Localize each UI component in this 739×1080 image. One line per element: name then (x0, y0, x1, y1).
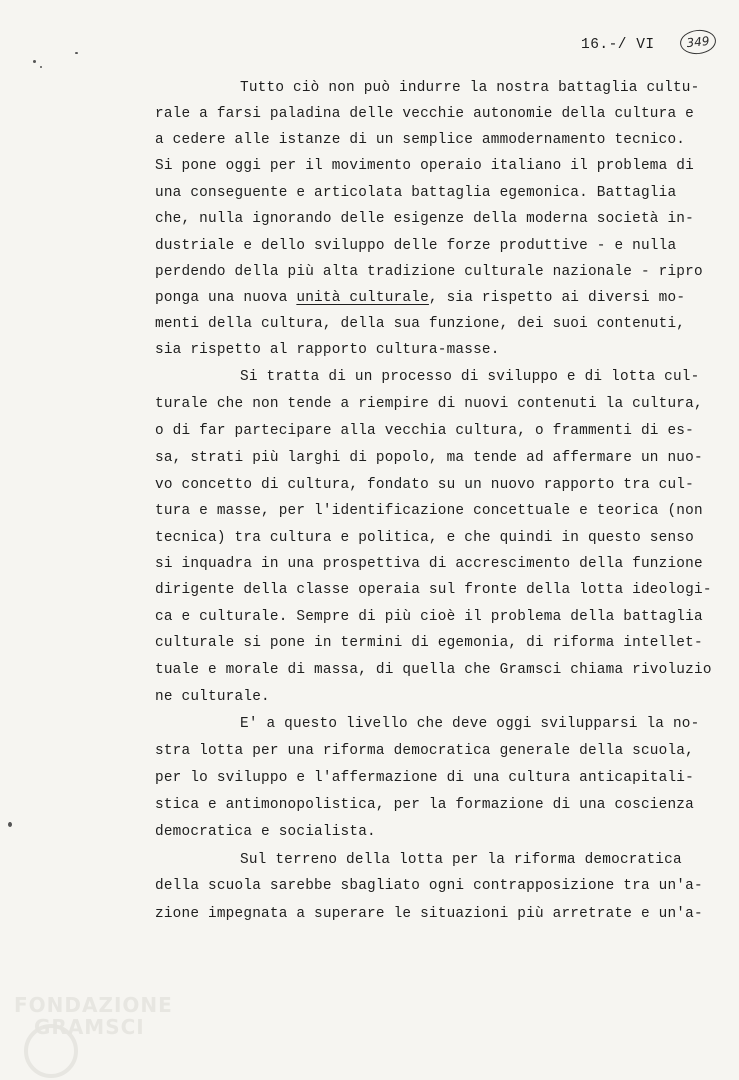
archive-stamp: 349 (679, 28, 717, 56)
watermark-line-1: FONDAZIONE (14, 993, 173, 1017)
text-line: stra lotta per una riforma democratica generale della scuola, (155, 743, 694, 759)
text-line: tecnica) tra cultura e politica, e che quindi in questo senso (155, 530, 694, 546)
text-line: turale che non tende a riempire di nuovi contenuti la cultura, (155, 396, 703, 412)
text-line: Tutto ciò non può indurre la nostra battaglia cultu- (240, 80, 700, 96)
underlined-phrase: unità culturale (296, 290, 429, 306)
text-line: ca e culturale. Sempre di più cioè il problema della battaglia (155, 609, 703, 625)
paper-speck (40, 66, 42, 68)
text-line: della scuola sarebbe sbagliato ogni contrapposizione tra un'a- (155, 878, 703, 894)
text-line: si inquadra in una prospettiva di accrescimento della funzione (155, 556, 703, 572)
text-line: vo concetto di cultura, fondato su un nuovo rapporto tra cul- (155, 477, 694, 493)
text-line: rale a farsi paladina delle vecchie autonomie della cultura e (155, 106, 694, 122)
text-line: ne culturale. (155, 689, 270, 705)
page-number: 16.-/ VI (581, 37, 655, 53)
text-line: o di far partecipare alla vecchia cultura, o frammenti di es- (155, 423, 694, 439)
paper-speck (33, 60, 36, 63)
text-line: che, nulla ignorando delle esigenze della moderna società in- (155, 211, 694, 227)
text-line: stica e antimonopolistica, per la formazione di una coscienza (155, 797, 694, 813)
paper-speck (8, 822, 12, 827)
text-line: zione impegnata a superare le situazioni più arretrate e un'a- (155, 906, 703, 922)
text-line: Si tratta di un processo di sviluppo e di lotta cul- (240, 369, 700, 385)
text-line: sia rispetto al rapporto cultura-masse. (155, 342, 500, 358)
watermark (14, 994, 173, 1038)
text-line: sa, strati più larghi di popolo, ma tende ad affermare un nuo- (155, 450, 703, 466)
text-line: per lo sviluppo e l'affermazione di una cultura anticapitali- (155, 770, 694, 786)
text-line: tura e masse, per l'identificazione concettuale e teorica (non (155, 503, 703, 519)
text-line: democratica e socialista. (155, 824, 376, 840)
text-line: una conseguente e articolata battaglia egemonica. Battaglia (155, 185, 677, 201)
text-line: dirigente della classe operaia sul fronte della lotta ideologi- (155, 582, 712, 598)
text-segment: ponga una nuova (155, 290, 297, 306)
text-line: Sul terreno della lotta per la riforma democratica (240, 852, 682, 868)
text-line: culturale si pone in termini di egemonia, di riforma intellet- (155, 635, 703, 651)
text-segment: , sia rispetto ai diversi mo- (428, 290, 686, 306)
text-line: perdendo della più alta tradizione culturale nazionale - ripro (155, 264, 703, 280)
text-line: dustriale e dello sviluppo delle forze produttive - e nulla (155, 238, 677, 254)
text-line: tuale e morale di massa, di quella che Gramsci chiama rivoluzio (155, 662, 712, 678)
text-line: a cedere alle istanze di un semplice ammodernamento tecnico. (155, 132, 686, 148)
text-line: Si pone oggi per il movimento operaio italiano il problema di (155, 158, 694, 174)
text-line (155, 291, 685, 305)
watermark-line-2: GRAMSCI (34, 1015, 145, 1039)
text-line: menti della cultura, della sua funzione, dei suoi contenuti, (155, 316, 686, 332)
paper-speck (75, 52, 78, 54)
text-line: E' a questo livello che deve oggi svilupparsi la no- (240, 716, 700, 732)
